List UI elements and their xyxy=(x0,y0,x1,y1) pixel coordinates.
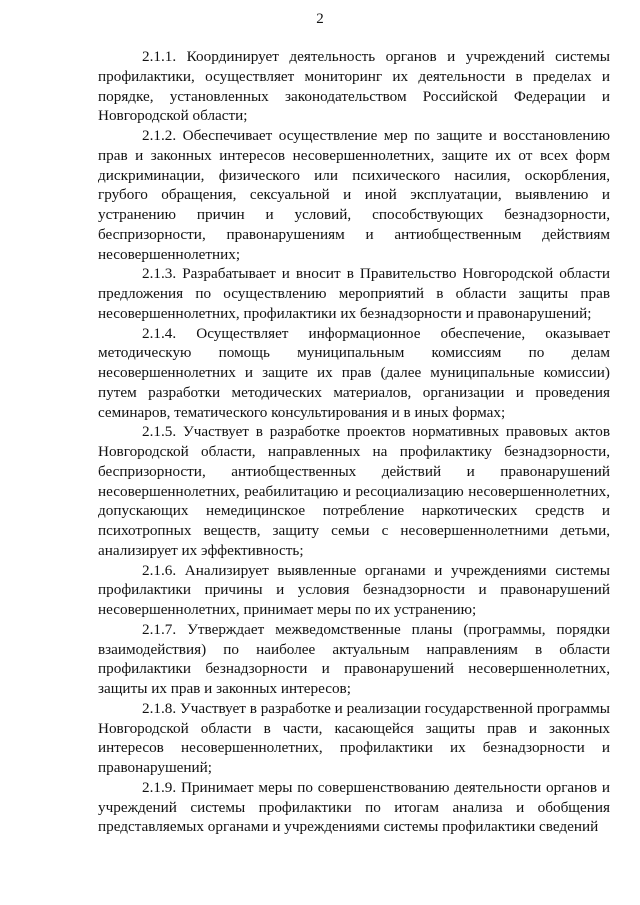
paragraph-2-1-4: 2.1.4. Осуществляет информационное обеспечение, оказывает методическую помощь муниципальным комиссиям по делам несовершеннолетних и защите их прав (далее муниципальные комиссии) путем разработки методических материалов, организации и проведения семинаров, тематического консультирования и в иных формах; xyxy=(98,324,610,421)
paragraph-2-1-7: 2.1.7. Утверждает межведомственные планы (программы, порядки взаимодействия) по наиболее актуальным направлениям в области профилактики безнадзорности и правонарушений несовершеннолетних, защиты их прав и законных интересов; xyxy=(98,620,610,697)
paragraph-2-1-3: 2.1.3. Разрабатывает и вносит в Правительство Новгородской области предложения по осуществлению мероприятий в области защиты прав несовершеннолетних, профилактики их безнадзорности и правонарушений; xyxy=(98,265,610,322)
paragraph-2-1-5: 2.1.5. Участвует в разработке проектов нормативных правовых актов Новгородской области, направленных на профилактику безнадзорности, беспризорности, антиобщественных действий и правонарушений несовершеннолетних, реабилитацию и ресоциализацию несовершеннолетних, допускающих немедицинское потребление наркотических средств и психотропных веществ, защиту семьи с несовершеннолетними детьми, анализирует их эффективность; xyxy=(98,423,610,559)
page-number: 2 xyxy=(316,11,324,27)
paragraph-2-1-6: 2.1.6. Анализирует выявленные органами и учреждениями системы профилактики причины и условия безнадзорности и правонарушений несовершеннолетних, принимает меры по их устранению; xyxy=(98,561,610,618)
paragraph-2-1-9: 2.1.9. Принимает меры по совершенствованию деятельности органов и учреждений системы профилактики по итогам анализа и обобщения представляемых органами и учреждениями системы профилактики сведений xyxy=(98,778,610,836)
paragraph-2-1-1: 2.1.1. Координирует деятельность органов и учреждений системы профилактики, осуществляет мониторинг их деятельности в пределах и порядке, установленных законодательством Российской Федерации и Новгородской области; xyxy=(98,48,610,125)
document-body xyxy=(98,47,610,837)
paragraph-2-1-8: 2.1.8. Участвует в разработке и реализации государственной программы Новгородской области в части, касающейся защиты прав и законных интересов несовершеннолетних, профилактики их безнадзорности и правонарушений; xyxy=(98,699,610,776)
paragraph-2-1-2: 2.1.2. Обеспечивает осуществление мер по защите и восстановлению прав и законных интересов несовершеннолетних, защите их от всех форм дискриминации, физического или психического насилия, оскорбления, грубого обращения, сексуальной и иной эксплуатации, выявлению и устранению причин и условий, способствующих безнадзорности, беспризорности, правонарушениям и антиобщественным действиям несовершеннолетних; xyxy=(98,127,610,263)
